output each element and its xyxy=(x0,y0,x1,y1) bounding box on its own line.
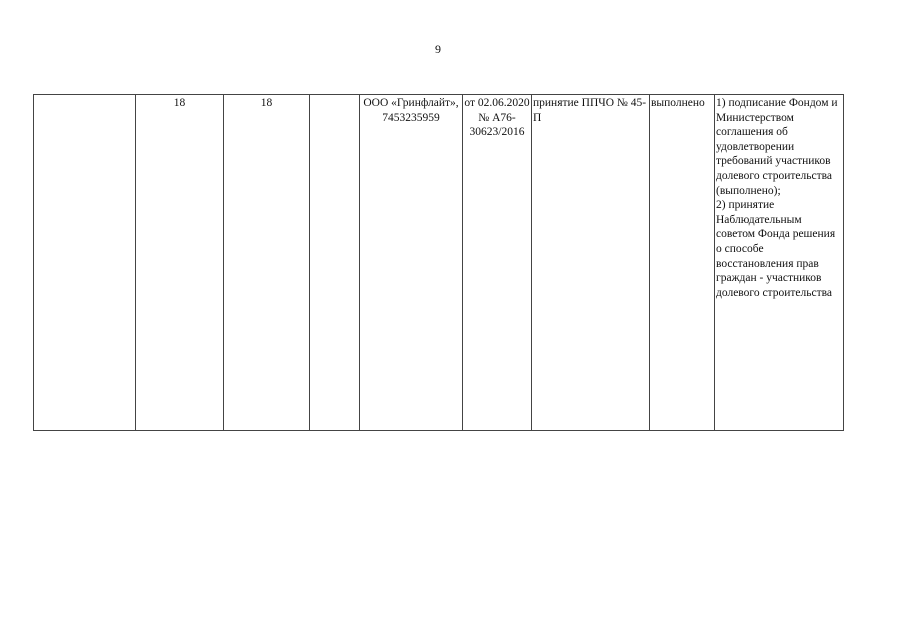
table-row xyxy=(34,95,844,431)
cell-col4 xyxy=(310,95,360,431)
cell-developer: ООО «Гринфлайт», 7453235959 xyxy=(360,95,463,431)
cell-measures xyxy=(715,95,844,431)
cell-act: принятие ППЧО № 45-П xyxy=(532,95,650,431)
cell-col1 xyxy=(34,95,136,431)
measure-item-1: 1) подписание Фондом и Министерством соглашения об удовлетворении требований участников долевого строительства (выполнено); xyxy=(716,97,838,197)
cell-col2: 18 xyxy=(136,95,224,431)
register-table xyxy=(33,94,844,431)
page-number: 9 xyxy=(435,42,441,56)
measure-item-2: 2) принятие Наблюдательным советом Фонда решения о способе восстановления прав граждан - участников долевого строительства xyxy=(716,199,836,299)
cell-court-decision: от 02.06.2020 № А76-30623/2016 xyxy=(463,95,532,431)
cell-col3: 18 xyxy=(224,95,310,431)
cell-status: выполнено xyxy=(650,95,715,431)
